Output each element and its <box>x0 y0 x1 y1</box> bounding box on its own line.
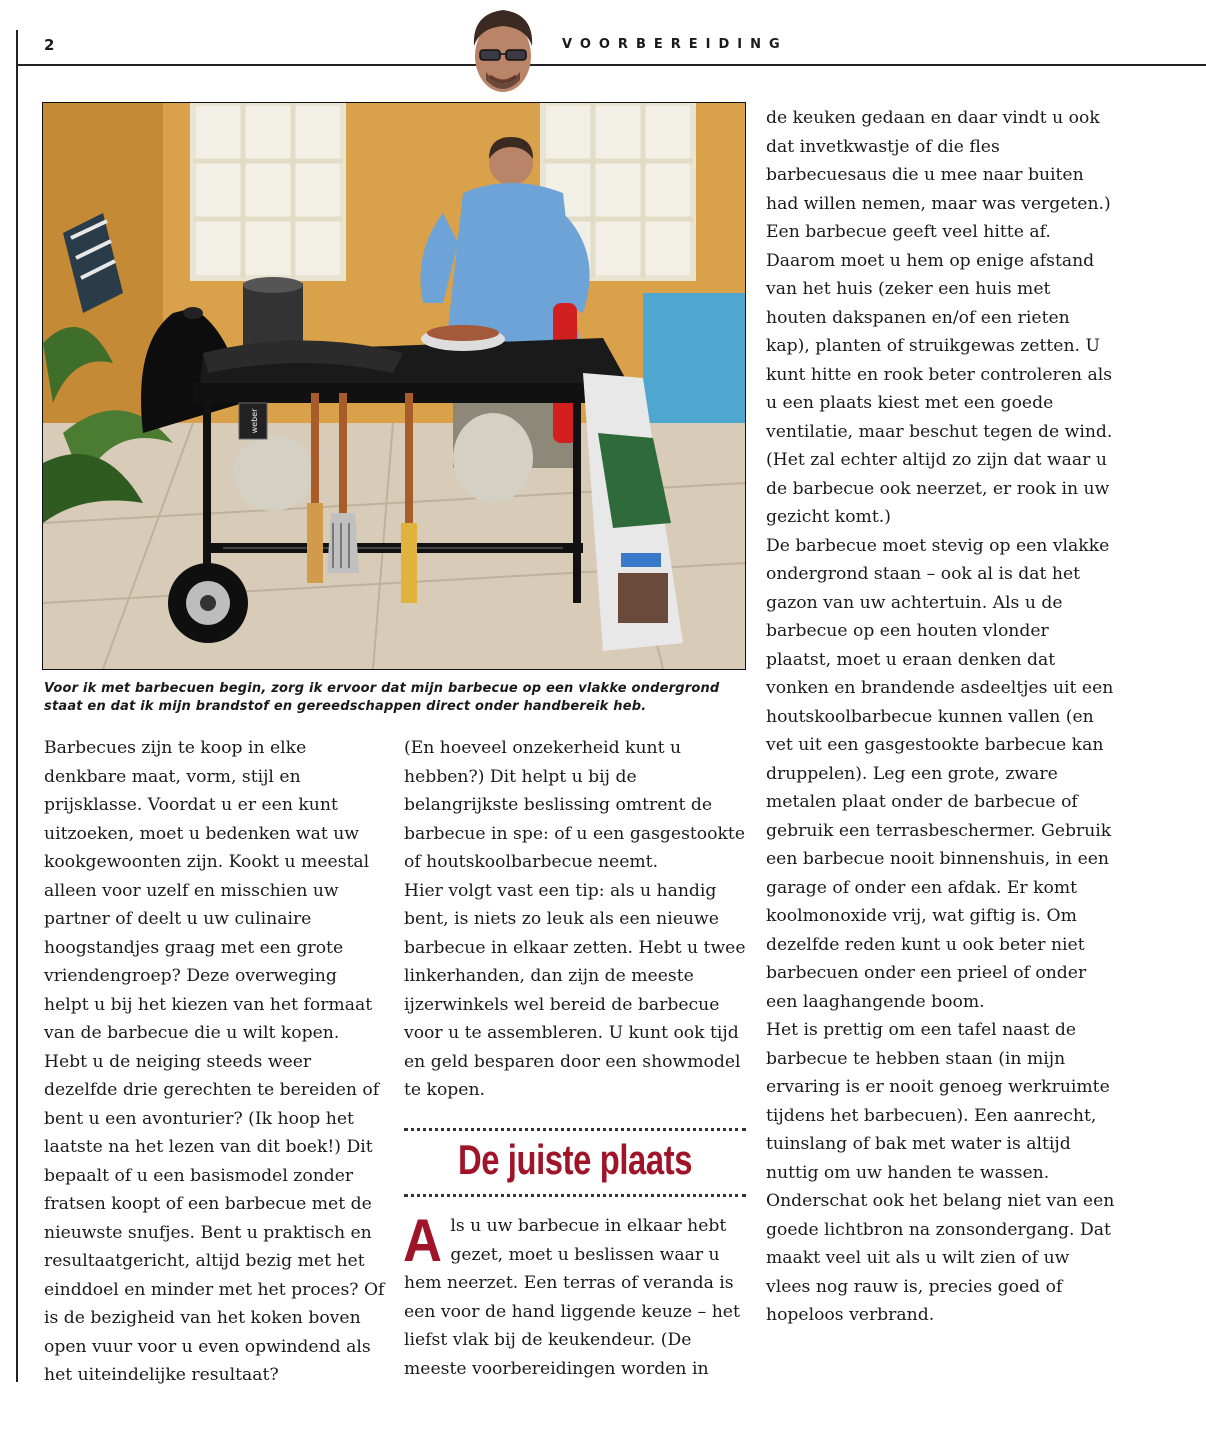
paragraph: De barbecue moet stevig op een vlakke ondergrond staan – ook al is dat het gazon van uw achtertuin. Als u de barbecue op een houten vlonder plaatst, moet u eraan denken dat vonken en brandende asdeeltjes uit een houtskoolbarbecue kunnen vallen (en vet uit een gasgestookte barbecue kan druppelen). Leg een grote, zware metalen plaat onder de barbecue of gebruik een terrasbeschermer. Gebruik een barbecue nooit binnenshuis, in een garage of onder een afdak. Er komt koolmonoxide vrij, wat giftig is. Om dezelfde reden kunt u ook beter niet barbecuen onder een prieel of onder een laaghangende boom. <box>766 535 1114 1012</box>
paragraph: de keuken gedaan en daar vindt u ook dat invetkwastje of die fles barbecuesaus die u mee naar buiten had willen nemen, maar was vergeten.) <box>766 108 1111 214</box>
body-column-2-continued <box>403 1207 746 1383</box>
heading-rule-top <box>404 1128 746 1131</box>
body-column-1 <box>44 734 386 1390</box>
paragraph <box>403 1207 746 1383</box>
grill-brand-label: weber <box>250 408 259 434</box>
section-title: VOORBEREIDING <box>562 37 788 52</box>
drop-cap: A <box>403 1207 443 1274</box>
paragraph: Het is prettig om een tafel naast de barbecue te hebben staan (in mijn ervaring is er nooit genoeg werkruimte tijdens het barbecuen). Een aanrecht, tuinslang of bak met water is altijd nuttig om uw handen te wassen. Onderschat ook het belang niet van een goede lichtbron na zonsondergang. Dat maakt veel uit als u wilt zien of uw vlees nog rauw is, precies goed of hopeloos verbrand. <box>766 1020 1115 1325</box>
heading-rule-bottom <box>404 1194 746 1197</box>
author-portrait <box>466 6 540 98</box>
page-number: 2 <box>44 36 55 54</box>
body-column-3 <box>766 104 1116 1330</box>
paragraph-text: ls u uw barbecue in elkaar hebt gezet, moet u beslissen waar u hem neerzet. Een terras of veranda is een voor de hand liggende keuze – het liefst vlak bij de keukendeur. (De meeste voorbereidingen worden in <box>404 1216 740 1379</box>
paragraph: (En hoeveel onzekerheid kunt u hebben?) Dit helpt u bij de belangrijkste beslissing omtrent de barbecue in spe: of u een gasgestookte of houtskoolbarbecue neemt. <box>404 738 745 872</box>
header-rule <box>16 64 1206 66</box>
barbecue-photo <box>42 102 746 670</box>
photo-caption: Voor ik met barbecuen begin, zorg ik ervoor dat mijn barbecue op een vlakke ondergrond staat en dat ik mijn brandstof en gereedschappen direct onder handbereik heb. <box>44 681 720 714</box>
left-margin-rule <box>16 30 18 1382</box>
paragraph: Barbecues zijn te koop in elke denkbare maat, vorm, stijl en prijsklasse. Voordat u er een kunt uitzoeken, moet u bedenken wat uw kookgewoonten zijn. Kookt u meestal alleen voor uzelf en misschien uw partner of deelt u uw culinaire hoogstandjes graag met een grote vriendengroep? Deze overweging helpt u bij het kiezen van het formaat van de barbecue die u wilt kopen. Hebt u de neiging steeds weer dezelfde drie gerechten te bereiden of bent u een avonturier? (Ik hoop het laatste na het lezen van dit boek!) Dit bepaalt of u een basismodel zonder fratsen koopt of een barbecue met de nieuwste snufjes. Bent u praktisch en resultaatgericht, altijd bezig met het einddoel en minder met het proces? Of is de bezigheid van het koken boven open vuur voor u even opwindend als het uiteindelijke resultaat? <box>44 738 385 1385</box>
section-heading: De juiste plaats <box>457 1136 693 1183</box>
body-column-2 <box>404 734 746 1105</box>
paragraph: Een barbecue geeft veel hitte af. Daarom moet u hem op enige afstand van het huis (zeker een huis met houten dakspanen en/of een rieten kap), planten of struikgewas zetten. U kunt hitte en rook beter controleren als u een plaats kiest met een goede ventilatie, maar beschut tegen de wind. (Het zal echter altijd zo zijn dat waar u de barbecue ook neerzet, er rook in uw gezicht komt.) <box>766 222 1113 527</box>
paragraph: Hier volgt vast een tip: als u handig bent, is niets zo leuk als een nieuwe barbecue in elkaar zetten. Hebt u twee linkerhanden, dan zijn de meeste ijzerwinkels wel bereid de barbecue voor u te assembleren. U kunt ook tijd en geld besparen door een showmodel te kopen. <box>404 880 746 1100</box>
